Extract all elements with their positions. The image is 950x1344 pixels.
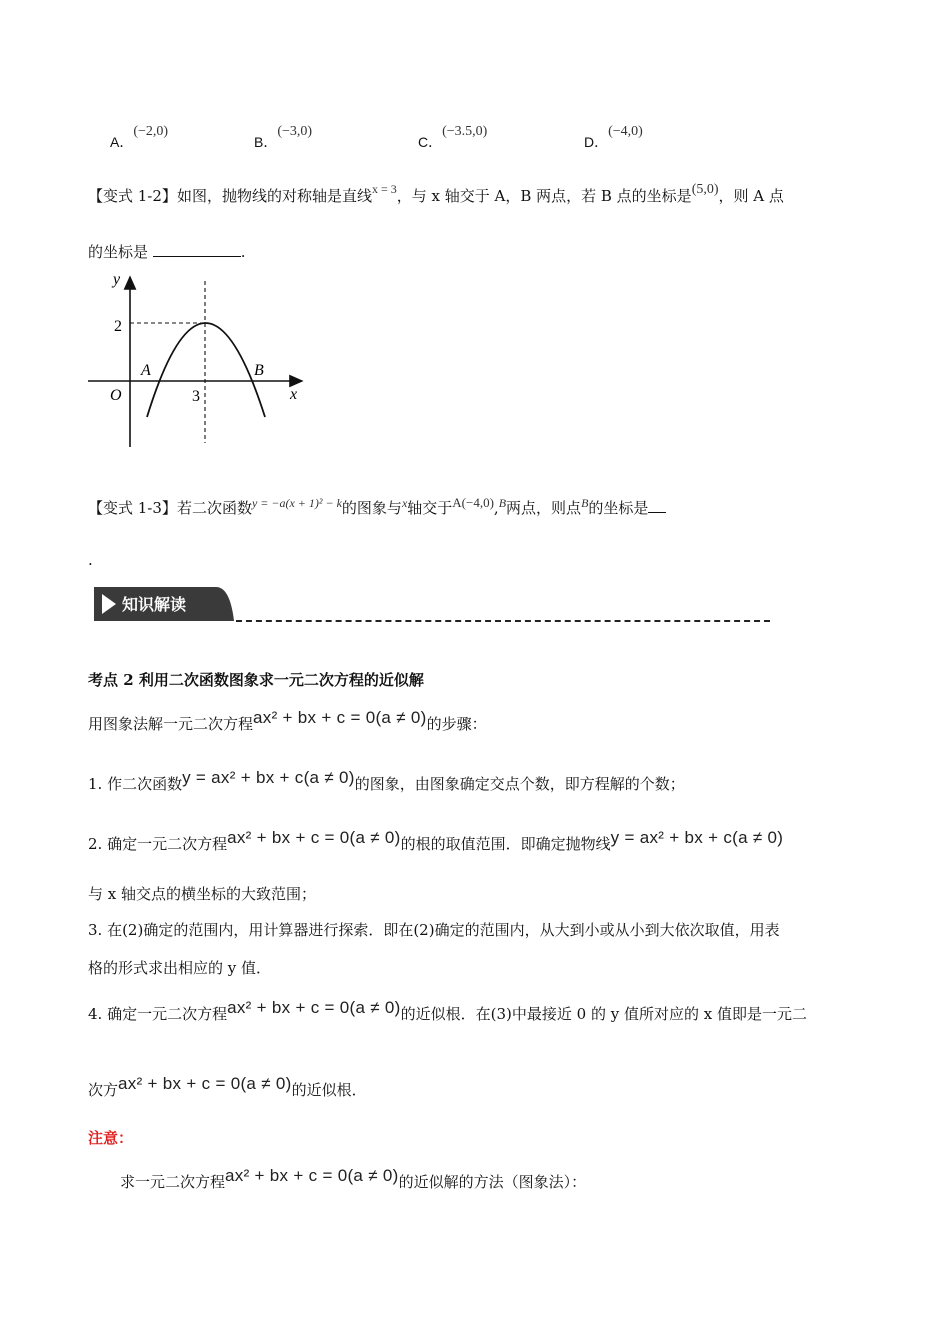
point-a-label: A [141, 362, 151, 379]
variant-1-3-math-function: y = −a(x + 1)² − k [251, 496, 342, 510]
step-2-function: y = ax² + bx + c(a ≠ 0) [610, 828, 784, 847]
variant-1-3-text1: 若二次函数 [176, 499, 252, 517]
variant-1-2-line2 [88, 242, 246, 262]
step-2 [88, 828, 784, 854]
y-label: y [113, 271, 121, 288]
step-1-text: 1. 作二次函数 [88, 775, 183, 793]
step-4-text-end: 的近似根．在(3)中最接近 0 的 y 值所对应的 x 值即是一元二 [400, 1005, 807, 1023]
step-2-text: 2. 确定一元二次方程 [88, 835, 228, 853]
note-text-end: 的近似解的方法（图象法）： [398, 1173, 587, 1191]
section-intro [88, 708, 487, 734]
step-3-line1: 3. 在(2)确定的范围内，用计算器进行探索．即在(2)确定的范围内，从大到小或从小到大依次取值，用表 [88, 921, 780, 939]
option-a[interactable] [110, 120, 169, 150]
step-3-line2: 格的形式求出相应的 y 值． [88, 959, 272, 977]
variant-1-2-math-axis: x = 3 [371, 182, 397, 196]
option-b-value: (−3,0) [277, 124, 313, 139]
option-c-letter: C． [418, 134, 443, 150]
step-4-text: 4. 确定一元二次方程 [88, 1005, 228, 1023]
intro-text: 用图象法解一元二次方程 [88, 715, 254, 733]
variant-1-3-text4: 两点，则点 [506, 499, 582, 517]
option-d[interactable] [584, 120, 643, 150]
variant-1-2-text3: ，则 A 点 [718, 187, 784, 205]
step-2-line2: 与 x 轴交点的横坐标的大致范围； [88, 885, 316, 903]
option-a-value: (−2,0) [133, 124, 169, 139]
variant-1-2-math-point: (5,0) [691, 182, 719, 197]
banner-divider [236, 620, 770, 622]
option-d-value: (−4,0) [608, 124, 643, 139]
option-b-letter: B． [254, 134, 278, 150]
parabola-curve [147, 323, 265, 417]
option-c-value: (−3.5,0) [442, 124, 488, 139]
answer-blank-2[interactable] [648, 498, 666, 513]
intro-equation: ax² + bx + c = 0(a ≠ 0) [253, 708, 427, 727]
variant-1-3-text5: 的坐标是 [588, 499, 649, 517]
option-a-letter: A． [110, 134, 134, 150]
variant-1-3-line2: . [88, 551, 93, 569]
step-2-text-mid: 的根的取值范围．即确定抛物线 [400, 835, 611, 853]
option-b[interactable] [254, 120, 313, 150]
variant-1-3-text3: 轴交于 [407, 499, 453, 517]
step-4-line2 [88, 1074, 367, 1100]
step-4-line2-equation: ax² + bx + c = 0(a ≠ 0) [118, 1074, 292, 1093]
step-1-text-end: 的图象，由图象确定交点个数，即方程解的个数； [354, 775, 685, 793]
section-title: 考点 2 利用二次函数图象求一元二次方程的近似解 [88, 671, 424, 689]
variant-1-3-math-b2: B [581, 496, 589, 510]
axis-x-label: 3 [192, 388, 200, 405]
point-b-label: B [254, 362, 264, 379]
variant-1-2-text4: 的坐标是 [88, 243, 149, 261]
step-4-line2-text: 次方 [88, 1081, 119, 1099]
knowledge-banner [90, 585, 236, 623]
variant-1-3-line1 [88, 495, 666, 519]
step-4-equation: ax² + bx + c = 0(a ≠ 0) [227, 998, 401, 1017]
variant-1-2-text2: ，与 x 轴交于 A，B 两点，若 B 点的坐标是 [396, 187, 692, 205]
step-4 [88, 998, 807, 1024]
variant-1-3-math-x: x [401, 496, 408, 510]
parabola-graph [80, 265, 320, 455]
variant-1-3-text2: 的图象与 [341, 499, 402, 517]
note-equation: ax² + bx + c = 0(a ≠ 0) [225, 1166, 399, 1185]
variant-1-3-math-b1: B [498, 496, 507, 510]
variant-1-2-tag: 【变式 1-2】 [88, 187, 177, 205]
variant-1-3-math-point-a: A(−4,0) [452, 495, 494, 510]
variant-1-2-text1: 如图，抛物线的对称轴是直线 [176, 187, 372, 205]
note-text: 求一元二次方程 [120, 1173, 226, 1191]
note-line [120, 1166, 587, 1192]
step-1-function: y = ax² + bx + c(a ≠ 0) [182, 768, 355, 787]
intro-text-end: 的步骤： [426, 715, 487, 733]
vertex-y-label: 2 [114, 318, 122, 335]
step-2-equation: ax² + bx + c = 0(a ≠ 0) [227, 828, 401, 847]
note-label: 注意： [88, 1129, 134, 1147]
x-label: x [290, 386, 298, 403]
step-1 [88, 768, 685, 794]
variant-1-3-comma: , [493, 499, 499, 517]
option-d-letter: D． [584, 134, 609, 150]
option-c[interactable] [418, 120, 488, 150]
answer-blank[interactable] [153, 242, 241, 257]
step-4-line2-end: 的近似根． [291, 1081, 367, 1099]
banner-label: 知识解读 [122, 595, 187, 614]
variant-1-3-tag: 【变式 1-3】 [88, 499, 177, 517]
variant-1-2-line1 [88, 182, 784, 208]
origin-label: O [110, 387, 122, 404]
variant-1-2-end: . [240, 243, 246, 261]
